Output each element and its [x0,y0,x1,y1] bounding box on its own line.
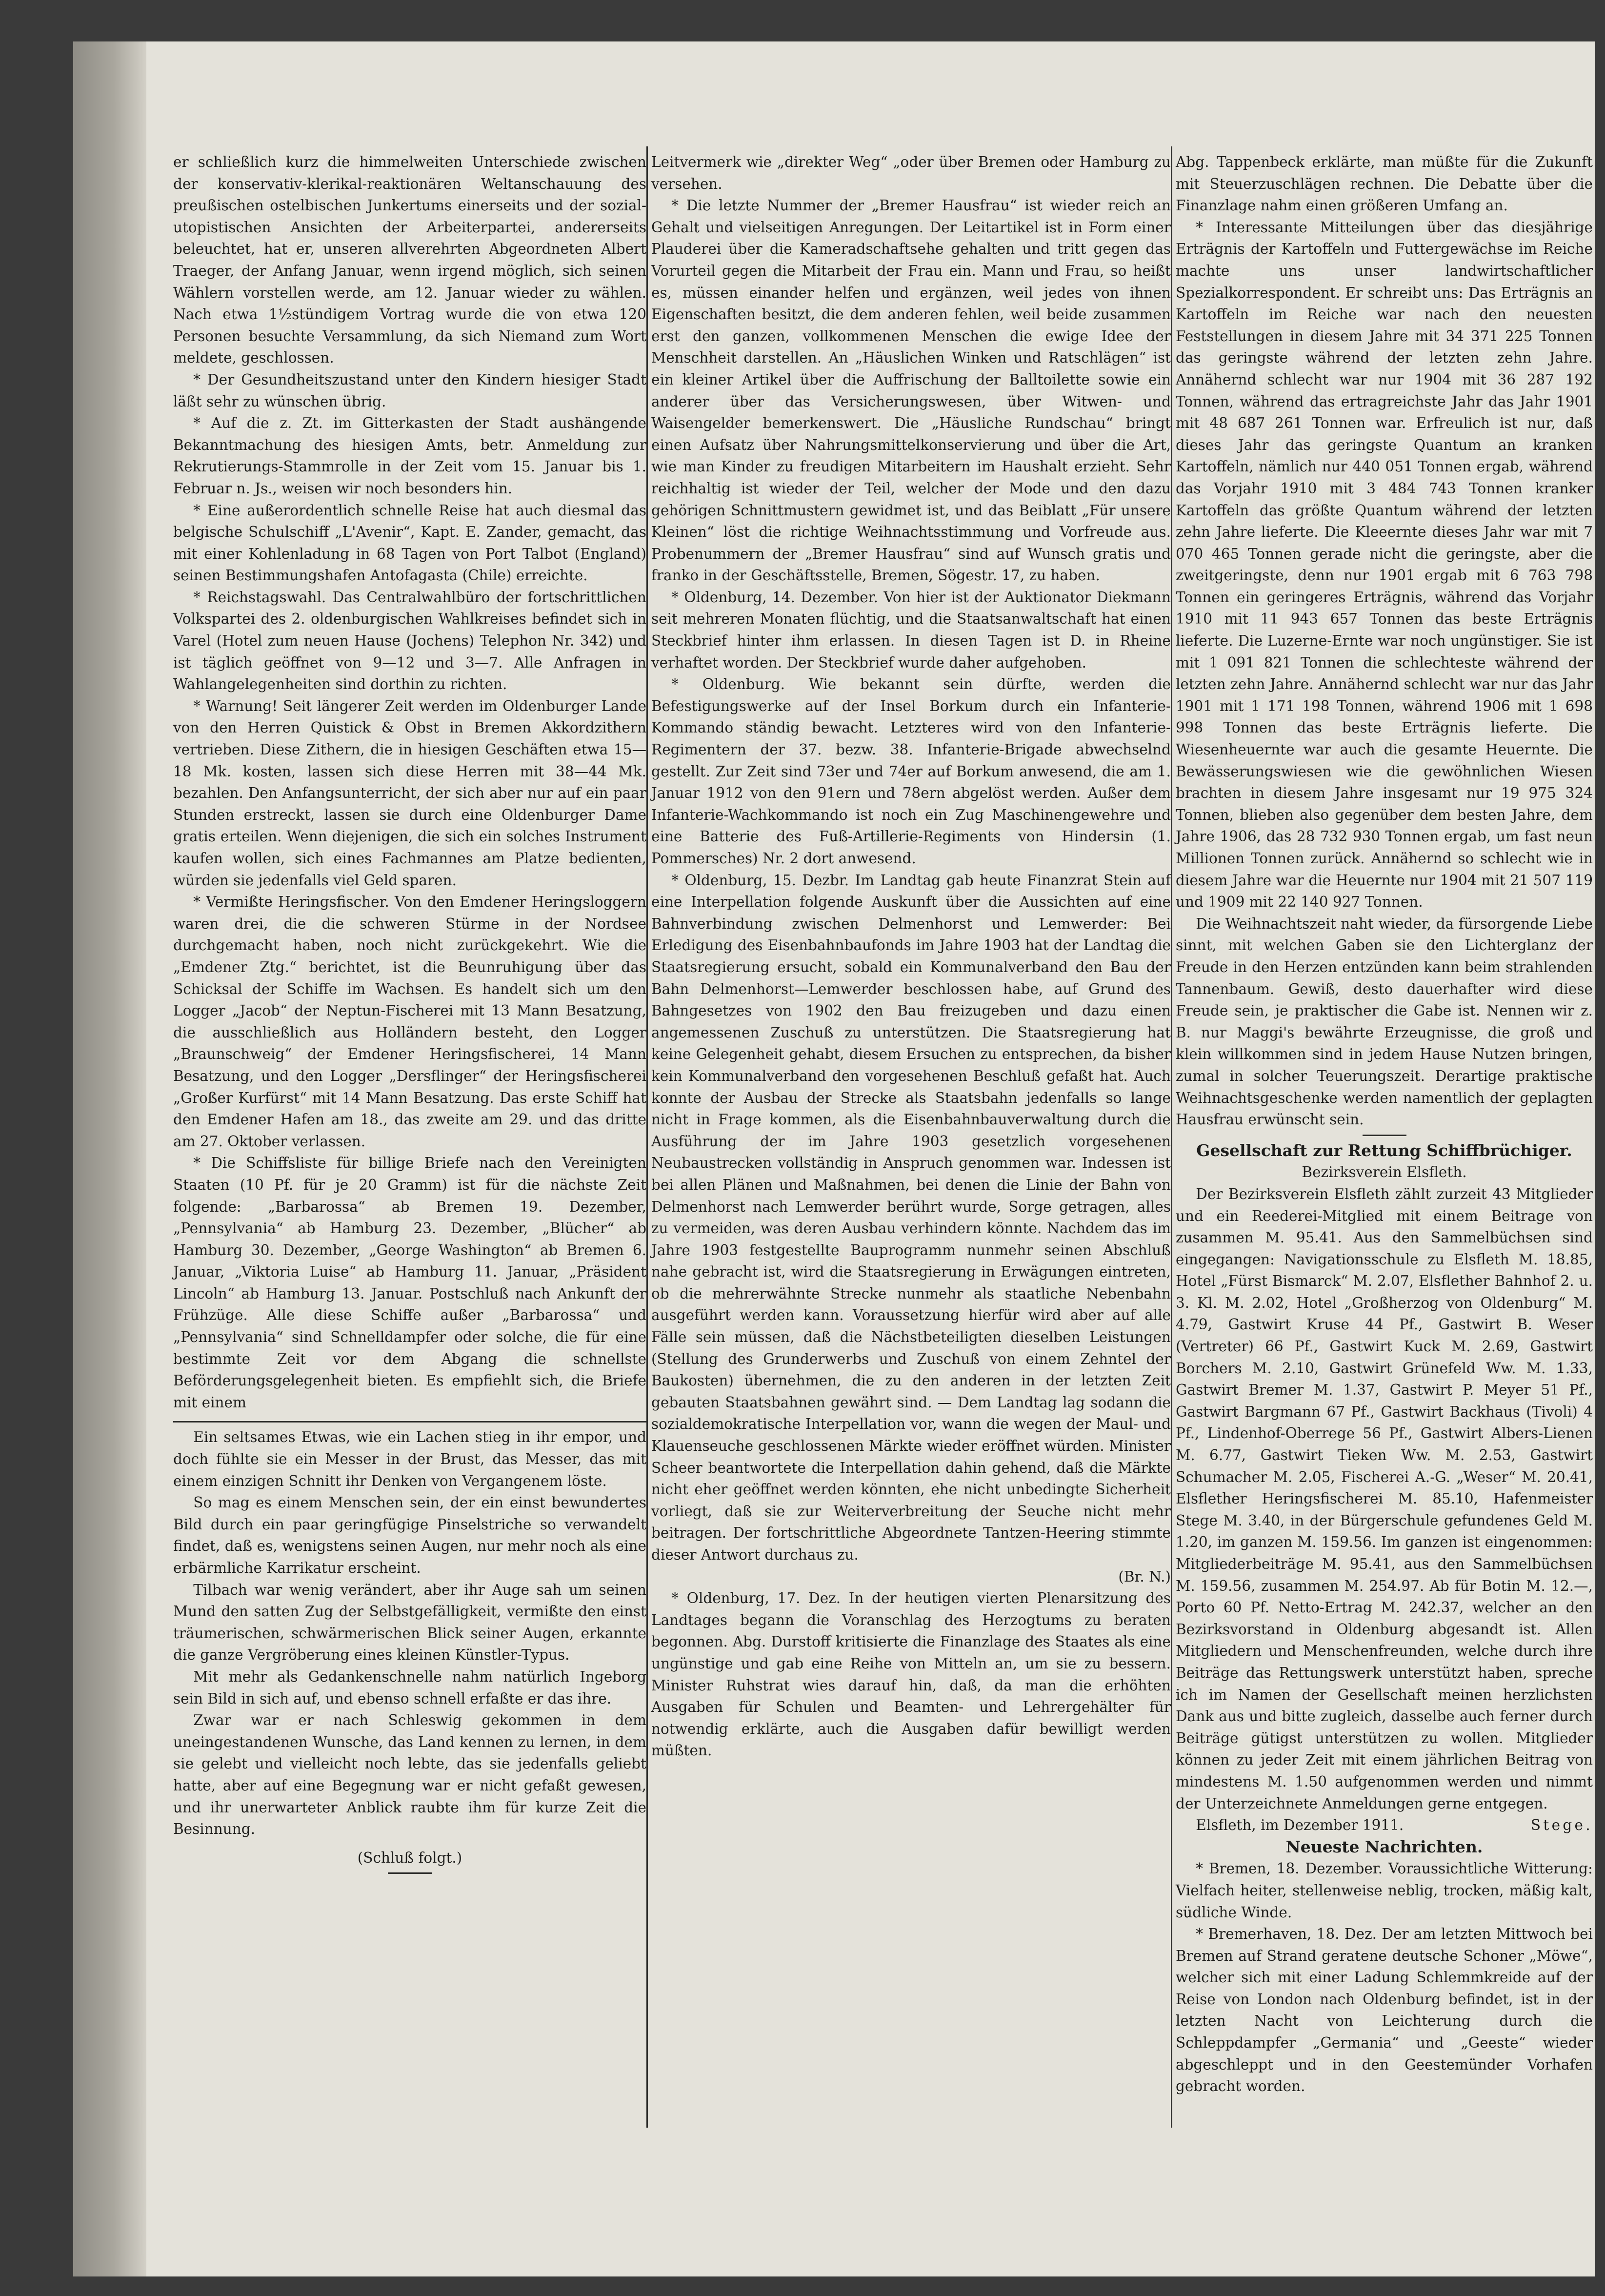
newspaper-page [73,41,1595,2276]
news-paragraph: * Bremen, 18. Dezember. Voraussichtliche Witterung: Vielfach heiter, stellenweise neblig, trocken, mäßig kalt, südliche Winde. [1176,1860,1593,1921]
article-paragraph: er schließlich kurz die himmelweiten Unterschiede zwischen der konservativ-klerikal-reaktionären Weltanschauung des preußischen ostelbischen Junkertums einerseits und der sozial-utopistischen Ansichten der Arbeiterpartei, andererseits beleuchtet, hat er, unseren allverehrten Abgeordneten Albert Traeger, der Anfang Januar, wenn irgend möglich, sich seinen Wählern vorstellen werde, am 12. Januar wieder zu wählen. Nach etwa 1½stündigem Vortrag wurde die von etwa 120 Personen besuchte Versammlung, da sich Niemand zum Wort meldete, geschlossen. [173,154,646,366]
article-paragraph: * Die letzte Nummer der „Bremer Hausfrau“ ist wieder reich an Gehalt und vielseitigen Anregungen. Der Leitartikel ist in Form einer Plauderei über die Kameradschaftsehe gehalten und tritt gegen das Vorurteil gegen die Mitarbeit der Frau ein. Mann und Frau, so heißt es, müssen einander helfen und ergänzen, weil jedes von ihnen Eigenschaften besitzt, die dem anderen fehlen, weil beide zusammen erst den ganzen, vollkommenen Menschen die ewige Idee der Menschheit darstellen. An „Häuslichen Winken und Ratschlägen“ ist ein kleiner Artikel über die Auffrischung der Balltoilette sowie ein anderer über das Versicherungswesen, über Witwen- und Waisengelder bemerkenswert. Die „Häusliche Rundschau“ bringt einen Aufsatz über Nahrungsmittelkonservierung und über die Art, wie man Kinder zu freudigen Mitarbeitern im Haushalt erzieht. Sehr reichhaltig ist wieder der Teil, welcher der Mode und den dazu gehörigen Schnittmustern gewidmet ist, und das Beiblatt „Für unsere Kleinen“ löst die richtige Weihnachtsstimmung und Vorfreude aus. Probenummern der „Bremer Hausfrau“ sind auf Wunsch gratis und franko in der Geschäftsstelle, Bremen, Sögestr. 17, zu haben. [651,197,1171,584]
article-paragraph: * Reichstagswahl. Das Centralwahlbüro der fortschrittlichen Volkspartei des 2. oldenburgischen Wahlkreises befindet sich in Varel (Hotel zum neuen Hause (Jochens) Telephon Nr. 342) und ist täglich geöffnet von 9—12 und 3—7. Alle Anfragen in Wahlangelegenheiten sind dorthin zu richten. [173,589,646,693]
news-paragraph: * Bremerhaven, 18. Dez. Der am letzten Mittwoch bei Bremen auf Strand geratene deutsche Schoner „Möwe“, welcher sich mit einer Ladung Schlemmkreide auf der Reise von London nach Oldenburg befindet, ist in der letzten Nacht von Leichterung durch die Schleppdampfer „Germania“ und „Geeste“ wieder abgeschleppt und in den Geestemünder Vorhafen gebracht worden. [1176,1926,1593,2095]
article-paragraph: * Warnung! Seit längerer Zeit werden im Oldenburger Lande von den Herren Quistick & Obst in Bremen Akkordzithern vertrieben. Diese Zithern, die in hiesigen Geschäften etwa 15—18 Mk. kosten, lassen sich diese Herren mit 38—44 Mk. bezahlen. Den Anfangsunterricht, der sich aber nur auf ein paar Stunden erstreckt, lassen sie durch eine Oldenburger Dame gratis erteilen. Wenn diejenigen, die sich ein solches Instrument kaufen wollen, sich eines Fachmannes am Platze bedienten, würden sie jedenfalls viel Geld sparen. [173,697,646,889]
advertisement-paragraph: Die Weihnachtszeit naht wieder, da fürsorgende Liebe sinnt, mit welchen Gaben sie den Lichterglanz der Freude in den Herzen entzünden kann beim strahlenden Tannenbaum. Gewiß, desto dauerhafter wird diese Freude sein, je praktischer die Gabe ist. Nennen wir z. B. nur Maggi's bewährte Erzeugnisse, die groß und klein willkommen sind in jedem Hause Nutzen bringen, zumal in solcher Teuerungszeit. Derartige praktische Weihnachtsgeschenke werden namentlich der geplagten Hausfrau erwünscht sein. [1176,915,1593,1128]
feuilleton-paragraph: Tilbach war wenig verändert, aber ihr Auge sah um seinen Mund den satten Zug der Selbstgefälligkeit, vermißte den einst träumerischen, schwärmerischen Blick seiner Augen, erkannte die ganze Vergröberung eines kleinen Künstler-Typus. [173,1581,646,1664]
article-paragraph: * Interessante Mitteilungen über das diesjährige Erträgnis der Kartoffeln und Futtergewächse im Reiche machte uns unser landwirtschaftlicher Spezialkorrespondent. Er schreibt uns: Das Erträgnis an Kartoffeln im Reiche war nach den neuesten Feststellungen in diesem Jahre mit 34 371 225 Tonnen das geringste während der letzten zehn Jahre. Annähernd schlecht war nur 1904 mit 36 287 192 Tonnen, während das ertragreichste Jahr das Jahr 1901 mit 48 687 261 Tonnen war. Erfreulich ist nur, daß dieses Jahr das geringste Quantum an kranken Kartoffeln, nämlich nur 440 051 Tonnen ergab, während das Vorjahr 1910 mit 3 484 743 Tonnen kranker Kartoffeln das größte Quantum während der letzten zehn Jahre lieferte. Die Kleeernte dieses Jahr war mit 7 070 465 Tonnen gerade nicht die geringste, aber die zweitgeringste, denn nur 1901 ergab mit 6 763 798 Tonnen ein geringeres Erträgnis, während das Vorjahr 1910 mit 11 943 657 Tonnen das beste Erträgnis lieferte. Die Luzerne-Ernte war noch ungünstiger. Sie ist mit 1 091 821 Tonnen die schlechteste während der letzten zehn Jahre. Annähernd schlecht war nur das Jahr 1901 mit 1 171 198 Tonnen, während 1906 mit 1 698 998 Tonnen das beste Erträgnis lieferte. Die Wiesenheuernte war auch die gesamte Heuernte. Die Bewässerungswiesen wie die gewöhnlichen Wiesen brachten in diesem Jahre insgesamt nur 19 975 324 Tonnen, blieben also gegenüber dem besten Jahre, dem Jahre 1906, das 28 732 930 Tonnen ergab, um fast neun Millionen Tonnen zurück. Annähernd so schlecht wie in diesem Jahre war die Heuernte nur 1904 mit 21 507 119 und 1909 mit 22 140 927 Tonnen. [1176,219,1593,911]
society-heading: Gesellschaft zur Rettung Schiffbrüchiger. [1196,1140,1572,1160]
column-3 [1176,151,1593,2097]
signoff-place-date: Elsfleth, im Dezember 1911. [1196,1817,1404,1834]
article-paragraph: Leitvermerk wie „direkter Weg“ „oder über Bremen oder Hamburg zu versehen. [651,154,1171,192]
column-separator [646,146,648,2128]
article-paragraph: * Oldenburg, 14. Dezember. Von hier ist der Auktionator Diekmann seit mehreren Monaten flüchtig, und die Staatsanwaltschaft hat einen Steckbrief hinter ihm erlassen. In diesen Tagen ist D. in Rheine verhaftet worden. Der Steckbrief wurde daher aufgehoben. [651,589,1171,671]
article-paragraph: * Eine außerordentlich schnelle Reise hat auch diesmal das belgische Schulschiff „L'Avenir“, Kapt. E. Zander, gemacht, das mit einer Kohlenladung in 68 Tagen von Port Talbot (England) seinen Bestimmungshafen Antofagasta (Chile) erreichte. [173,502,646,584]
article-paragraph: * Oldenburg, 17. Dez. In der heutigen vierten Plenarsitzung des Landtages begann die Voranschlag des Herzogtums zu beraten begonnen. Abg. Durstoff kritisierte die Finanzlage des Staates als eine ungünstige und gab eine Reihe von Mitteln an, um sie zu bessern. Minister Ruhstrat wies darauf hin, daß, da man die erhöhten Ausgaben für Schulen und Beamten- und Lehrergehälter für notwendig erklärte, auch die Ausgaben dafür bewilligt werden müßten. [651,1590,1171,1759]
society-signoff [1176,1814,1593,1836]
column-separator [1171,146,1172,2128]
article-paragraph: * Auf die z. Zt. im Gitterkasten der Stadt aushängende Bekanntmachung des hiesigen Amts, betr. Anmeldung zur Rekrutierungs-Stammrolle in der Zeit vom 15. Januar bis 1. Februar n. Js., weisen wir noch besonders hin. [173,415,646,497]
society-report: Der Bezirksverein Elsfleth zählt zurzeit 43 Mitglieder und ein Reederei-Mitglied mit einem Beitrage von zusammen M. 95.41. Aus den Sammelbüchsen sind eingegangen: Navigationsschule zu Elsfleth M. 18.85, Hotel „Fürst Bismarck“ M. 2.07, Elsflether Bahnhof 2. u. 3. Kl. M. 2.02, Hotel „Großherzog von Oldenburg“ M. 4.79, Gastwirt Kruse 44 Pf., Gastwirt B. Weser (Vertreter) 66 Pf., Gastwirt Kuck M. 2.69, Gastwirt Borchers M. 2.10, Gastwirt Grünefeld Ww. M. 1.33, Gastwirt Bremer M. 1.37, Gastwirt P. Meyer 51 Pf., Gastwirt Bargmann 67 Pf., Gastwirt Backhaus (Tivoli) 4 Pf., Lindenhof-Oberrege 56 Pf., Gastwirt Albers-Lienen M. 6.77, Gastwirt Tieken Ww. M. 2.53, Gastwirt Schumacher M. 2.05, Fischerei A.-G. „Weser“ M. 20.41, Elsflether Heringsfischerei M. 85.10, Hafenmeister Stege M. 3.40, in der Bürgerschule gefundenes Geld M. 1.20, im ganzen M. 159.56. Im ganzen ist eingenommen: Mitgliederbeiträge M. 95.41, aus den Sammelbüchsen M. 159.56, zusammen M. 254.97. Ab für Botin M. 12.—, Porto 60 Pf. Netto-Ertrag M. 242.37, welcher an den Bezirksvorstand in Oldenburg abgesandt ist. Allen Mitgliedern und Menschenfreunden, welche durch ihre Beiträge das Rettungswerk unterstützt haben, spreche ich im Namen der Gesellschaft meinen herzlichsten Dank aus und bitte zugleich, dasselbe auch ferner durch Beiträge gütigst unterstützen zu wollen. Mitglieder können zu jeder Zeit mit einem jährlichen Beitrag von mindestens M. 1.50 aufgenommen werden und nimmt der Unterzeichnete Anmeldungen gerne entgegen. [1176,1185,1593,1812]
article-paragraph: * Die Schiffsliste für billige Briefe nach den Vereinigten Staaten (10 Pf. für je 20 Gramm) ist für die nächste Zeit folgende: „Barbarossa“ ab Bremen 19. Dezember, „Pennsylvania“ ab Hamburg 23. Dezember, „Blücher“ ab Hamburg 30. Dezember, „George Washington“ ab Bremen 6. Januar, „Viktoria Luise“ ab Hamburg 11. Januar, „Präsident Lincoln“ ab Hamburg 13. Januar. Postschluß nach Ankunft der Frühzüge. Alle diese Schiffe außer „Barbarossa“ und „Pennsylvania“ sind Schnelldampfer oder solche, die für eine bestimmte Zeit vor dem Abgang die schnellste Beförderungsgelegenheit bieten. Es empfiehlt sich, die Briefe mit einem [173,1155,646,1411]
page-binding-edge [73,41,146,2276]
article-paragraph: * Oldenburg. Wie bekannt sein dürfte, werden die Befestigungswerke auf der Insel Borkum durch ein Infanterie-Kommando ständig bewacht. Letzteres wird von den Infanterie-Regimentern der 37. bezw. 38. Infanterie-Brigade abwechselnd gestellt. Zur Zeit sind 73er und 74er auf Borkum anwesend, die am 1. Januar 1912 von den 91ern und 78ern abgelöst werden. Außer dem Infanterie-Wachkommando ist noch ein Zug Maschinengewehre und eine Batterie des Fuß-Artillerie-Regiments von Hindersin (1. Pommersches) Nr. 2 dort anwesend. [651,676,1171,867]
continuation-note: (Schluß folgt.) [357,1849,462,1866]
column-2 [651,151,1171,1762]
latest-news-heading: Neueste Nachrichten. [1285,1837,1483,1856]
end-rule [388,1872,432,1874]
feuilleton-paragraph: Mit mehr als Gedankenschnelle nahm natürlich Ingeborg sein Bild in sich auf, und ebenso schnell erfaßte er das ihre. [173,1668,646,1707]
society-subheading: Bezirksverein Elsfleth. [1302,1164,1467,1181]
feuilleton-paragraph: Zwar war er nach Schleswig gekommen in dem uneingestandenen Wunsche, das Land kennen zu lernen, in dem sie gelebt und vielleicht noch lebte, das sie jedenfalls geliebt hatte, aber auf eine Begegnung war er nicht gefaßt gewesen, und ihr unerwarteter Anblick raubte ihm für kurze Zeit die Besinnung. [173,1712,646,1838]
article-paragraph: Abg. Tappenbeck erklärte, man müßte für die Zukunft mit Steuerzuschlägen rechnen. Die Debatte über die Finanzlage nahm einen größeren Umfang an. [1176,154,1593,214]
article-paragraph: * Oldenburg, 15. Dezbr. Im Landtag gab heute Finanzrat Stein auf eine Interpellation folgende Auskunft über die Aussichten auf eine Bahnverbindung zwischen Delmenhorst und Lemwerder: Bei Erledigung des Eisenbahnbaufonds im Jahre 1903 hat der Landtag die Staatsregierung ersucht, sobald ein Kommunalverband den Bau der Bahn Delmenhorst—Lemwerder beschlossen habe, auf Grund des Bahngesetzes von 1902 den Bau freizugeben und dazu einen angemessenen Zuschuß zu unterstützen. Die Staatsregierung hat keine Gelegenheit gehabt, diesem Ersuchen zu entsprechen, da bisher kein Kommunalverband den vorgesehenen Beschluß gefaßt hat. Auch konnte der Ausbau der Strecke als Staatsbahn jedenfalls so lange nicht in Frage kommen, als die Eisenbahnbauverwaltung durch die Ausführung der im Jahre 1903 gesetzlich vorgesehenen Neubaustrecken vollständig in Anspruch genommen war. Indessen ist bei allen Plänen und Maßnahmen, bei denen die Linie der Bahn von Delmenhorst nach Lemwerder berührt wurde, Sorge getragen, alles zu vermeiden, was deren Ausbau verhindern könnte. Nachdem das im Jahre 1903 festgestellte Bauprogramm nunmehr seinen Abschluß nahe gebracht ist, wird die Staatsregierung in Erwägungen eintreten, ob die mehrerwähnte Strecke nunmehr als staatliche Nebenbahn ausgeführt werden kann. Voraussetzung hierfür wird aber auf alle Fälle sein müssen, daß die Nächstbeteiligten dieselben Leistungen (Stellung des Grunderwerbs und Zuschuß von einem Zehntel der Baukosten) übernehmen, die zu den anderen in der letzten Zeit gebauten Staatsbahnen gewährt sind. — Dem Landtag lag sodann die sozialdemokratische Interpellation vor, wann die wegen der Maul- und Klauenseuche geschlossenen Märkte wieder eröffnet würden. Minister Scheer beantwortete die Interpellation dahin gehend, daß die Märkte nicht eher geöffnet werden könnten, ehe nicht unbedingte Sicherheit vorliegt, daß sie zur Weiterverbreitung der Seuche nicht mehr beitragen. Der fortschrittliche Abgeordnete Tantzen-Heering stimmte dieser Antwort durchaus zu. [651,872,1171,1563]
article-paragraph: * Der Gesundheitszustand unter den Kindern hiesiger Stadt läßt sehr zu wünschen übrig. [173,371,646,410]
section-divider [1363,1135,1406,1136]
signoff-name: Stege. [1530,1817,1593,1834]
feuilleton-paragraph: Ein seltsames Etwas, wie ein Lachen stieg in ihr empor, und doch fühlte sie ein Messer in der Brust, das Messer, das mit einem einzigen Schnitt ihr Denken von Vergangenem löste. [173,1429,646,1489]
feuilleton-paragraph: So mag es einem Menschen sein, der ein einst bewundertes Bild durch ein paar geringfügige Pinselstriche so verwandelt findet, daß es, wenigstens seinen Augen, nur mehr noch als eine erbärmliche Karrikatur erscheint. [173,1494,646,1576]
section-divider [173,1421,646,1422]
article-signature: (Br. N.) [1118,1568,1171,1585]
column-1 [173,151,646,1878]
article-paragraph: * Vermißte Heringsfischer. Von den Emdener Heringsloggern waren drei, die die schweren Stürme in der Nordsee durchgemacht haben, noch nicht zurückgekehrt. Wie die „Emdener Ztg.“ berichtet, ist die Beunruhigung über das Schicksal der Schiffe im Wachsen. Es handelt sich um den Logger „Jacob“ der Neptun-Fischerei mit 13 Mann Besatzung, die ausschließlich aus Holländern besteht, den Logger „Braunschweig“ der Emdener Heringsfischerei, 14 Mann Besatzung, und den Logger „Dersflinger“ der Heringsfischerei „Großer Kurfürst“ mit 14 Mann Besatzung. Das erste Schiff hat den Emdener Hafen am 18., das zweite am 29. und das dritte am 27. Oktober verlassen. [173,894,646,1150]
